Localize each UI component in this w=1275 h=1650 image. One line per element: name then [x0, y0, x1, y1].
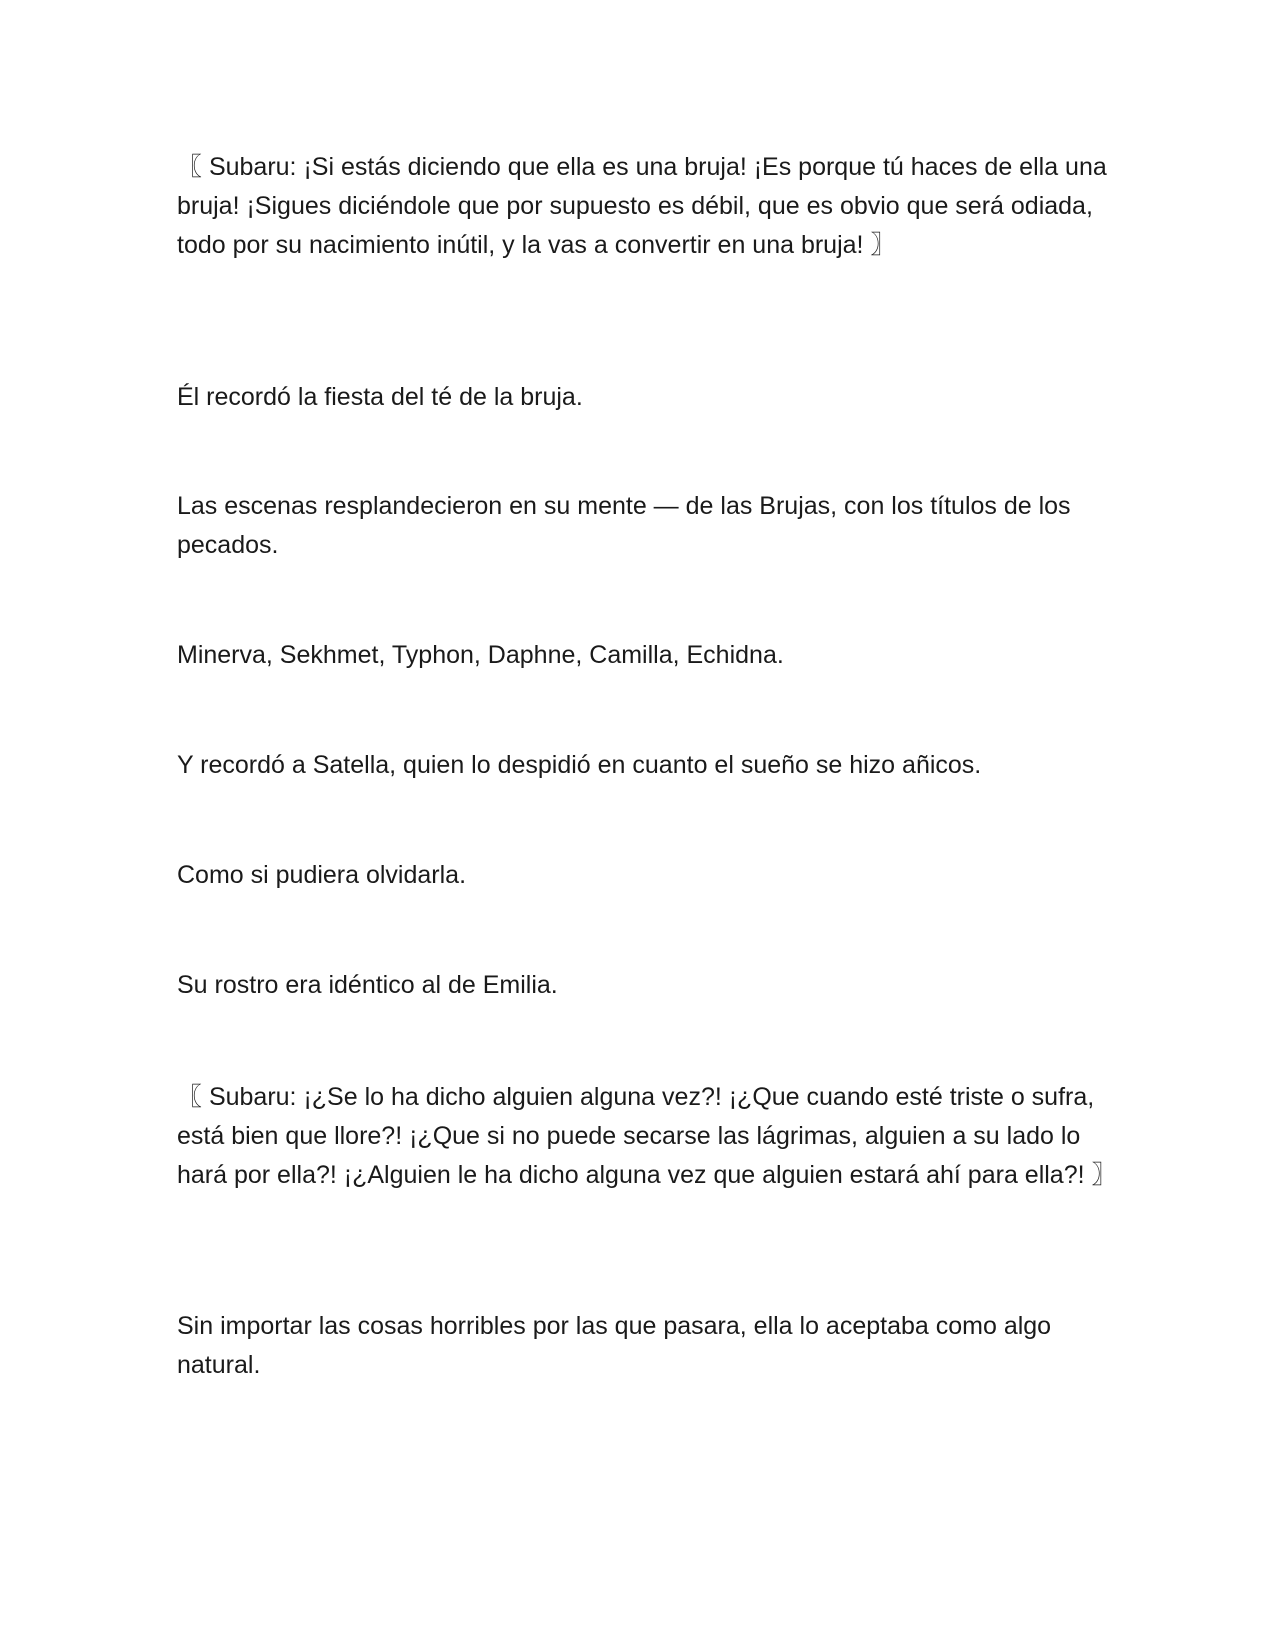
witch-names-paragraph: Minerva, Sekhmet, Typhon, Daphne, Camilla, Echidna.: [177, 641, 784, 669]
narration-paragraph: Las escenas resplandecieron en su mente — de las Brujas, con los títulos de los pecados.: [177, 492, 1071, 559]
dialogue-paragraph-subaru-1: 〖 Subaru: ¡Si estás diciendo que ella es una bruja! ¡Es porque tú haces de ella una bruja! ¡Sigues diciéndole que por supuesto es débil, que es obvio que será odiada, todo por su nacimiento inútil, y la vas a convertir en una bruja! 〗: [177, 153, 1107, 259]
narration-paragraph: Él recordó la fiesta del té de la bruja.: [177, 383, 583, 411]
narration-paragraph: Y recordó a Satella, quien lo despidió en cuanto el sueño se hizo añicos.: [177, 751, 982, 779]
narration-paragraph: Como si pudiera olvidarla.: [177, 861, 467, 889]
dialogue-paragraph-subaru-2: 〖 Subaru: ¡¿Se lo ha dicho alguien alguna vez?! ¡¿Que cuando esté triste o sufra, está bien que llore?! ¡¿Que si no puede secarse las lágrimas, alguien a su lado lo hará por ella?! ¡¿Alguien le ha dicho alguna vez que alguien estará ahí para ella?! 〗: [177, 1083, 1117, 1189]
narration-paragraph: Su rostro era idéntico al de Emilia.: [177, 971, 558, 999]
narration-paragraph: Sin importar las cosas horribles por las que pasara, ella lo aceptaba como algo natural.: [177, 1312, 1052, 1379]
